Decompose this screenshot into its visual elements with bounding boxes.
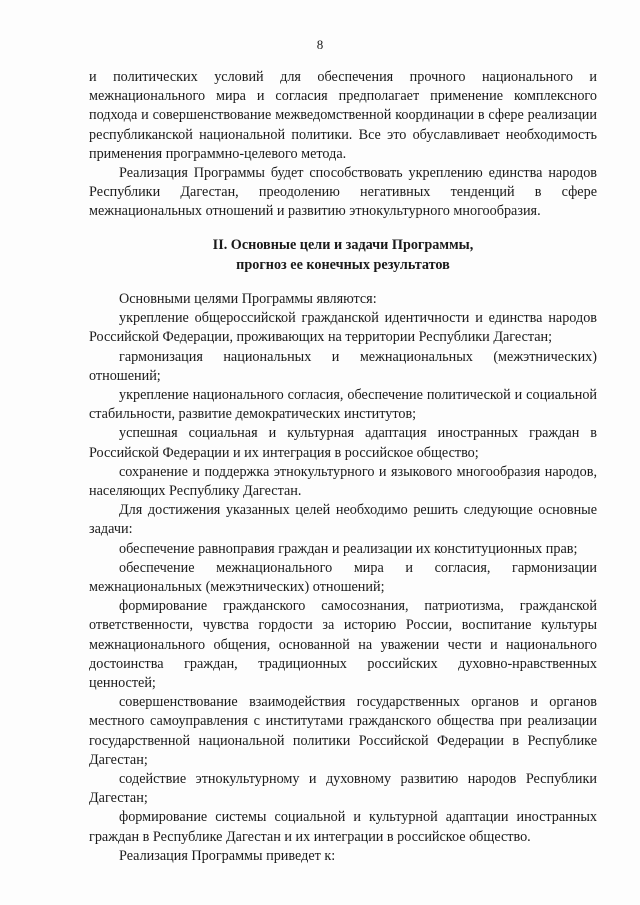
task-item: формирование гражданского самосознания, патриотизма, гражданской ответственности, чувства гордости за историю России, воспитание культуры межнационального общения, основанной на уважении чести и национального достоинства граждан, традиционных российских духовно-нравственных ценностей; xyxy=(89,598,597,692)
results-intro: Реализация Программы приведет к: xyxy=(119,847,336,864)
goals-tasks-section xyxy=(89,290,597,866)
task-item: обеспечение равноправия граждан и реализации их конституционных прав; xyxy=(119,540,578,557)
page-number: 8 xyxy=(316,37,324,52)
task-item: формирование системы социальной и культурной адаптации иностранных граждан в Республике Дагестан и их интеграции в российское общество. xyxy=(89,809,597,845)
tasks-intro: Для достижения указанных целей необходимо решить следующие основные задачи: xyxy=(89,502,597,538)
goal-item: успешная социальная и культурная адаптация иностранных граждан в Российской Федерации и их интеграция в российское общество; xyxy=(89,425,597,461)
task-item: содействие этнокультурному и духовному развитию народов Республики Дагестан; xyxy=(89,771,597,807)
intro-paragraph: Реализация Программы будет способствовать укреплению единства народов Республики Дагестан, преодолению негативных тенденций в сфере межнациональных отношений и развитию этнокультурного многообразия. xyxy=(89,165,597,220)
section-heading-line: прогноз ее конечных результатов xyxy=(236,256,450,273)
intro-section xyxy=(89,68,597,222)
section-heading-line: II. Основные цели и задачи Программы, xyxy=(212,237,474,253)
goal-item: гармонизация национальных и межнациональных (межэтнических) отношений; xyxy=(89,348,597,384)
task-item: обеспечение межнационального мира и согласия, гармонизации межнациональных (межэтнических) отношений; xyxy=(89,559,597,596)
goal-item: сохранение и поддержка этнокультурного и языкового многообразия народов, населяющих Республику Дагестан. xyxy=(89,463,597,500)
goal-item: укрепление национального согласия, обеспечение политической и социальной стабильности, развитие демократических институтов; xyxy=(89,387,597,423)
task-item: совершенствование взаимодействия государственных органов и органов местного самоуправления с институтами гражданского общества при реализации государственной национальной политики Российской Федерации в Республике Дагестан; xyxy=(89,694,597,768)
goals-intro: Основными целями Программы являются: xyxy=(119,291,377,307)
section-heading xyxy=(89,236,597,275)
goal-item: укрепление общероссийской гражданской идентичности и единства народов Российской Федерации, проживающих на территории Республики Дагестан; xyxy=(89,310,597,346)
intro-paragraph: и политических условий для обеспечения прочного национального и межнационального мира и согласия предполагает применение комплексного подхода и совершенствование межведомственной координации в сфере реализации республиканской национальной политики. Все это обуславливает необходимость применения программно-целевого метода. xyxy=(89,69,597,162)
